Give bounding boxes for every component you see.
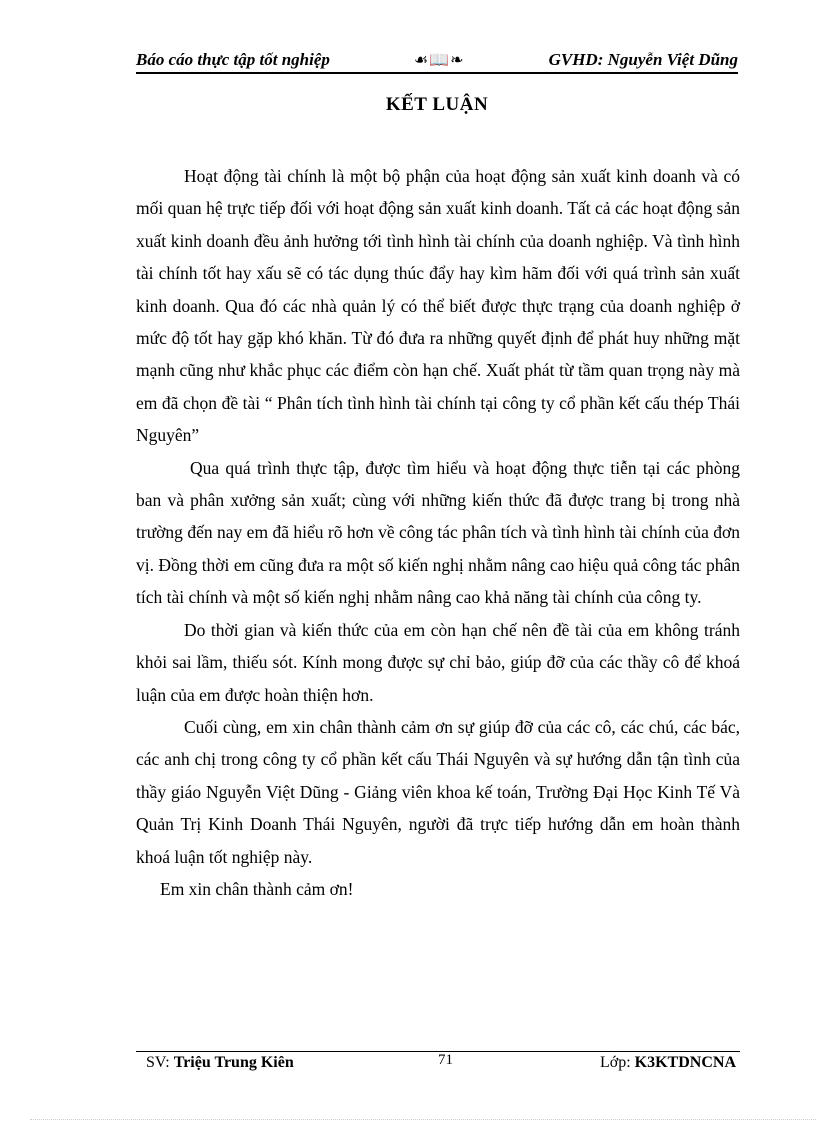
paragraph: Hoạt động tài chính là một bộ phận của hoạt động sản xuất kinh doanh và có mối quan hệ trực tiếp đối với hoạt động sản xuất kinh doanh. Tất cả các hoạt động sản xuất kinh doanh đều ảnh hưởng tới tình hình tài chính của doanh nghiệp. Và tình hình tài chính tốt hay xấu sẽ có tác dụng thúc đẩy hay kìm hãm đối với quá trình sản xuất kinh doanh. Qua đó các nhà quản lý có thể biết được thực trạng của doanh nghiệp ở mức độ tốt hay gặp khó khăn. Từ đó đưa ra những quyết định để phát huy những mặt mạnh cũng như khắc phục các điểm còn hạn chế. Xuất phát từ tầm quan trọng này mà em đã chọn đề tài “ Phân tích tình hình tài chính tại công ty cổ phần kết cấu thép Thái Nguyên” — [136, 166, 740, 446]
page-edge-divider — [30, 1119, 816, 1120]
footer-student-label: SV: — [146, 1054, 174, 1071]
book-ornament-icon: ☙📖❧ — [413, 52, 465, 69]
footer-class — [600, 1054, 736, 1072]
page-footer — [146, 1054, 736, 1076]
footer-class-label: Lớp: — [599, 1054, 635, 1071]
page-title: KẾT LUẬN — [385, 94, 489, 115]
header-report-title: Báo cáo thực tập tốt nghiệp — [136, 50, 330, 69]
footer-student-name: Triệu Trung Kiên — [173, 1054, 294, 1071]
paragraph: Cuối cùng, em xin chân thành cảm ơn sự giúp đỡ của các cô, các chú, các bác, các anh chị trong công ty cổ phần kết cấu Thái Nguyên và sự hướng dẫn tận tình của thầy giáo Nguyễn Việt Dũng - Giảng viên khoa kế toán, Trường Đại Học Kinh Tế Và Quản Trị Kinh Doanh Thái Nguyên, người đã trực tiếp hướng dẫn em hoàn thành khoá luận tốt nghiệp này. — [136, 716, 740, 867]
closing-thanks: Em xin chân thành cảm ơn! — [160, 878, 354, 899]
page-header — [136, 48, 738, 74]
paragraph: Do thời gian và kiến thức của em còn hạn chế nên đề tài của em không tránh khỏi sai lầm, thiếu sót. Kính mong được sự chỉ bảo, giúp đỡ của các thầy cô để khoá luận của em được hoàn thiện hơn. — [136, 619, 740, 705]
footer-student — [146, 1054, 294, 1072]
conclusion-body — [136, 160, 740, 905]
paragraph: Qua quá trình thực tập, được tìm hiểu và hoạt động thực tiễn tại các phòng ban và phân xưởng sản xuất; cùng với những kiến thức đã được trang bị trong nhà trường đến nay em đã hiểu rõ hơn về công tác phân tích và tình hình tài chính của đơn vị. Đồng thời em cũng đưa ra một số kiến nghị nhằm nâng cao hiệu quả công tác phân tích tài chính và một số kiến nghị nhằm nâng cao khả năng tài chính của công ty. — [136, 457, 740, 608]
page-number: 71 — [438, 1052, 453, 1068]
footer-class-name: K3KTDNCNA — [634, 1054, 736, 1071]
header-supervisor: GVHD: Nguyễn Việt Dũng — [548, 50, 738, 69]
